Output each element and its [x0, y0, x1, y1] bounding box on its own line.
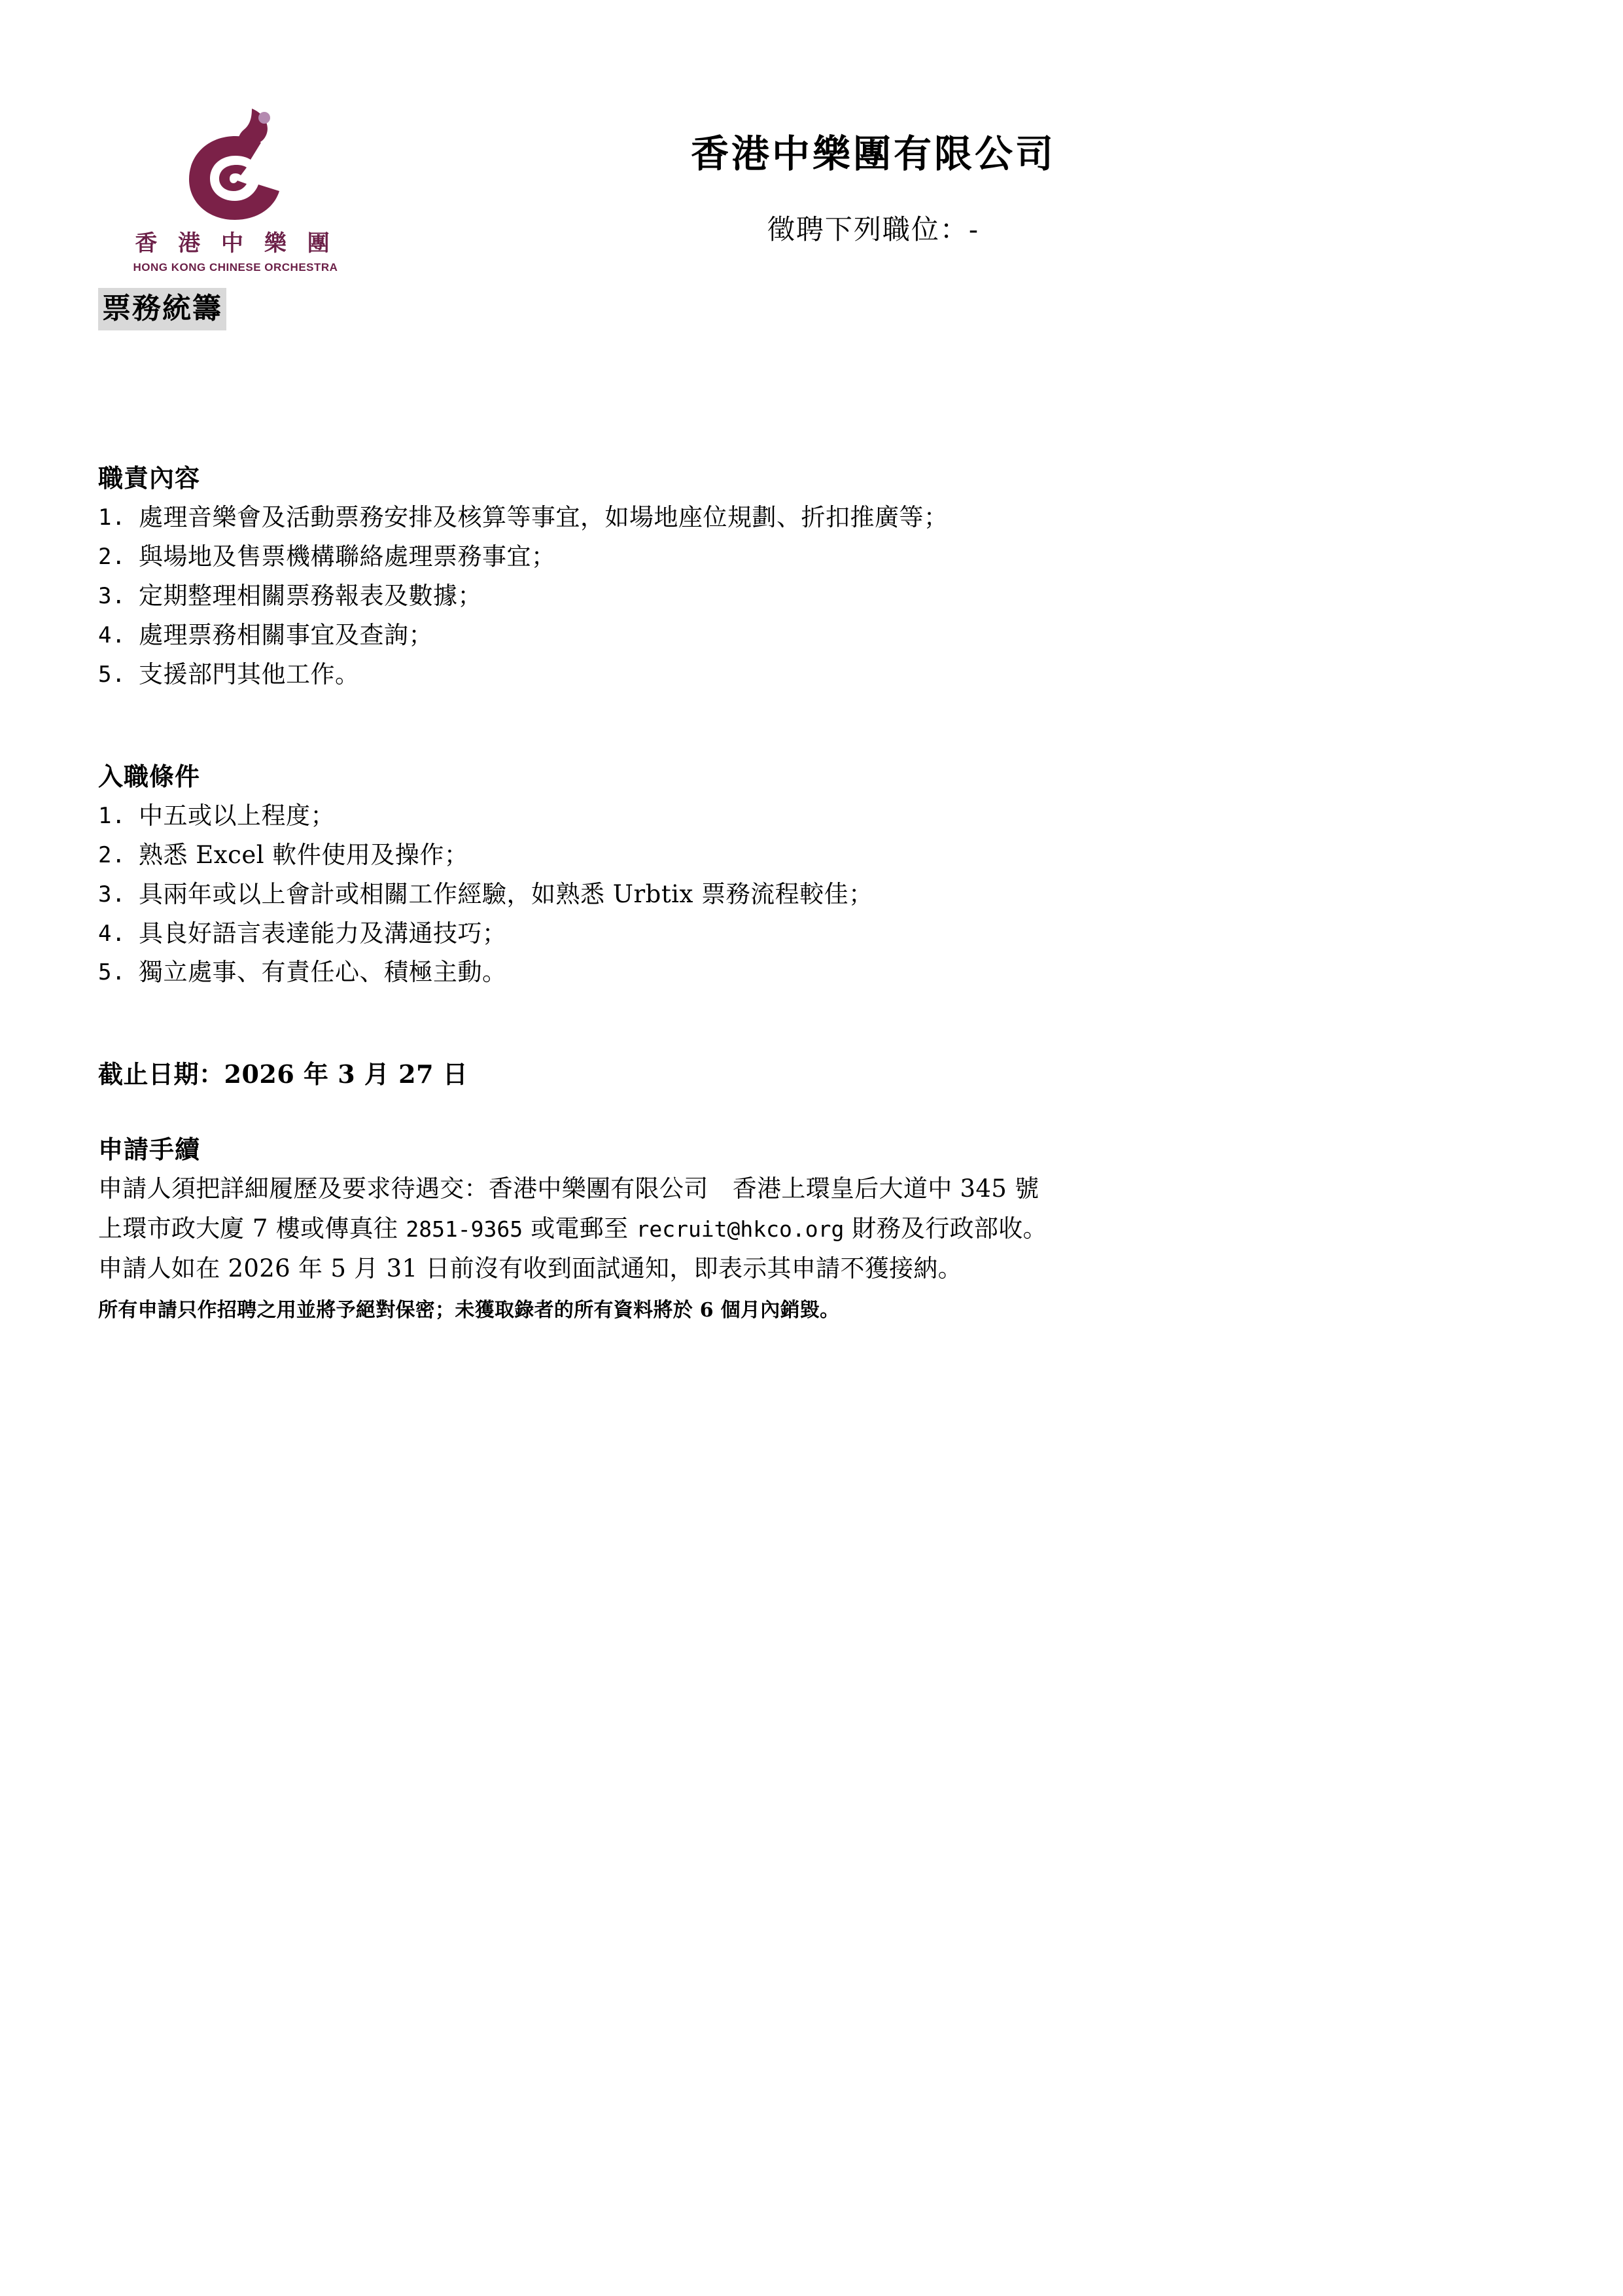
list-item-text: 具良好語言表達能力及溝通技巧； [139, 919, 507, 947]
logo-english-name: HONG KONG CHINESE ORCHESTRA [133, 261, 338, 274]
list-item-text: 處理票務相關事宜及查詢； [139, 620, 433, 649]
list-item-number: 3. [98, 582, 126, 609]
list-item-text: 具兩年或以上會計或相關工作經驗，如熟悉 Urbtix 票務流程較佳； [139, 879, 873, 908]
list-item [98, 836, 1512, 875]
requirements-section [98, 756, 1512, 993]
list-item-text: 熟悉 Excel 軟件使用及操作； [139, 840, 469, 869]
application-notice-line: 申請人如在 2026 年 5 月 31 日前沒有收到面試通知，即表示其申請不獲接納。 [98, 1254, 962, 1282]
list-item [98, 616, 1512, 655]
deadline-label: 截止日期： [98, 1059, 224, 1089]
list-item-text: 定期整理相關票務報表及數據； [139, 581, 482, 610]
logo-chinese-name: 香 港 中 樂 團 [135, 230, 336, 256]
deadline-line [98, 1054, 1512, 1090]
list-item-number: 1. [98, 802, 126, 829]
application-address-line: 申請人須把詳細履歷及要求待遇交：香港中樂團有限公司 香港上環皇后大道中 345 號 [98, 1174, 1039, 1203]
list-item [98, 914, 1512, 953]
list-item-number: 4. [98, 920, 126, 947]
list-item-number: 5. [98, 959, 126, 986]
application-heading: 申請手續 [98, 1135, 201, 1165]
list-item-text: 處理音樂會及活動票務安排及核算等事宜，如場地座位規劃、折扣推廣等； [139, 503, 949, 531]
list-item-number: 4. [98, 622, 126, 648]
application-contact-prefix: 上環市政大廈 7 樓或傳真往 [98, 1214, 406, 1243]
list-item-text: 與場地及售票機構聯絡處理票務事宜； [139, 542, 556, 571]
organization-title: 香港中樂團有限公司 [690, 132, 1056, 176]
hkco-logo-icon [173, 105, 298, 222]
application-contact-suffix: 財務及行政部收。 [844, 1214, 1047, 1243]
duties-section [98, 458, 1512, 694]
duties-heading: 職責內容 [98, 463, 201, 493]
list-item-number: 3. [98, 881, 126, 908]
list-item-text: 獨立處事、有責任心、積極主動。 [139, 958, 507, 987]
list-item-text: 中五或以上程度； [139, 801, 335, 830]
list-item-text: 支援部門其他工作。 [139, 660, 360, 688]
duties-list [98, 498, 1512, 694]
list-item [98, 655, 1512, 694]
job-title: 票務統籌 [98, 288, 226, 330]
requirements-list [98, 796, 1512, 993]
application-contact-middle: 或電郵至 [523, 1214, 637, 1243]
list-item [98, 537, 1512, 576]
document-header [111, 98, 1512, 274]
list-item-number: 2. [98, 543, 126, 570]
list-item-number: 2. [98, 841, 126, 868]
application-contact-line [98, 1209, 1361, 1249]
job-title-block [98, 288, 1512, 330]
list-item [98, 796, 1512, 836]
list-item [98, 498, 1512, 537]
fax-number: 2851-9365 [406, 1216, 523, 1243]
organization-subtitle: 徵聘下列職位：- [767, 213, 980, 245]
deadline-date: 2026 年 3 月 27 日 [224, 1059, 468, 1089]
list-item [98, 875, 1512, 914]
list-item [98, 953, 1512, 992]
application-section [98, 1129, 1512, 1322]
application-footnote: 所有申請只作招聘之用並將予絕對保密；未獲取錄者的所有資料將於 6 個月內銷毀。 [98, 1299, 840, 1322]
email-address: recruit@hkco.org [636, 1216, 845, 1243]
list-item [98, 576, 1512, 616]
requirements-heading: 入職條件 [98, 761, 201, 791]
list-item-number: 5. [98, 661, 126, 688]
organization-logo [128, 105, 343, 274]
list-item-number: 1. [98, 504, 126, 531]
